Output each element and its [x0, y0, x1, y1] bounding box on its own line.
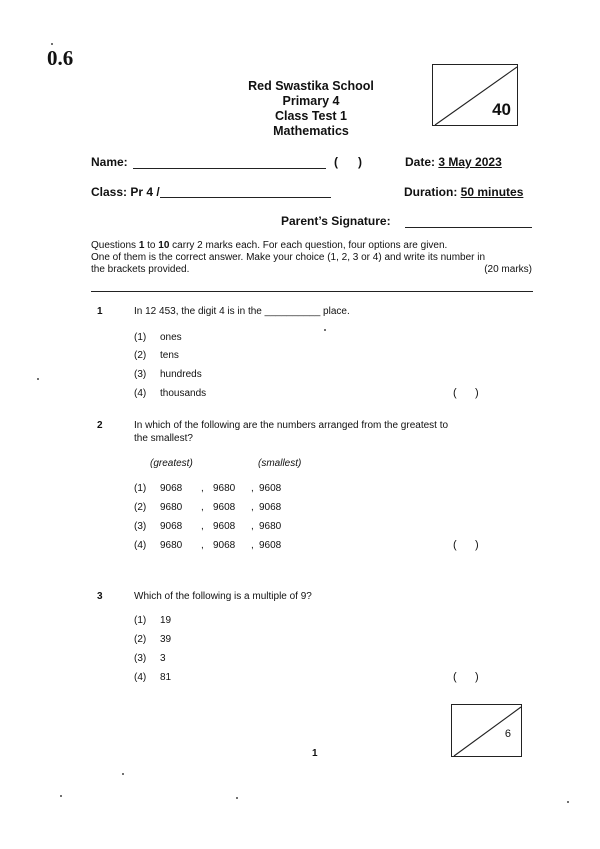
separator: , — [201, 540, 204, 551]
scan-speck — [122, 773, 124, 775]
class-label: Class: Pr 4 / — [91, 185, 160, 199]
date-value: 3 May 2023 — [438, 155, 502, 169]
separator: , — [201, 483, 204, 494]
separator: , — [201, 521, 204, 532]
signature-line[interactable] — [405, 227, 532, 228]
level: Primary 4 — [282, 94, 340, 108]
instructions-line-1: Questions 1 to 10 carry 2 marks each. For each question, four options are given. — [91, 240, 448, 251]
paper-header — [200, 79, 422, 139]
question-number: 1 — [97, 306, 103, 317]
option-number-c: 9608 — [259, 483, 282, 494]
option-text: 39 — [160, 634, 172, 645]
option-label: (2) — [134, 350, 147, 361]
separator: , — [251, 502, 254, 513]
total-score-box — [432, 64, 518, 126]
option-text: ones — [160, 332, 182, 343]
option-label: (4) — [134, 672, 147, 683]
answer-bracket[interactable]: ( ) — [453, 671, 479, 683]
option-label: (1) — [134, 483, 147, 494]
option-number-c: 9068 — [259, 502, 282, 513]
separator: , — [201, 502, 204, 513]
option-label: (3) — [134, 369, 147, 380]
scan-speck — [324, 329, 326, 331]
question-text: In which of the following are the numbers arranged from the greatest to the smallest? — [134, 420, 449, 444]
name-label: Name: — [91, 155, 128, 169]
section-score: 6 — [504, 728, 511, 740]
option-number-b: 9608 — [213, 502, 236, 513]
date-label: Date: — [405, 155, 436, 169]
option-number-a: 9680 — [160, 540, 183, 551]
test-name: Class Test 1 — [274, 109, 348, 123]
duration-label: Duration: — [404, 185, 458, 199]
option-label: (1) — [134, 615, 147, 626]
separator: , — [251, 540, 254, 551]
option-number-a: 9068 — [160, 483, 183, 494]
option-number-b: 9608 — [213, 521, 236, 532]
signature-label: Parent’s Signature: — [281, 214, 391, 228]
section-box-diagonal — [452, 705, 523, 758]
subject: Mathematics — [273, 124, 349, 138]
column-greatest: (greatest) — [150, 458, 193, 469]
section-marks: (20 marks) — [484, 264, 532, 275]
scan-speck — [37, 378, 39, 380]
scan-speck — [60, 795, 62, 797]
option-number-c: 9608 — [259, 540, 282, 551]
name-line[interactable] — [133, 168, 326, 169]
option-number-a: 9680 — [160, 502, 183, 513]
duration-field — [404, 185, 523, 199]
instructions-line-3: the brackets provided. — [91, 264, 190, 275]
page-number: 1 — [312, 748, 318, 759]
scan-speck — [236, 797, 238, 799]
option-label: (2) — [134, 634, 147, 645]
separator: , — [251, 521, 254, 532]
option-text: hundreds — [160, 369, 202, 380]
option-text: 19 — [160, 615, 172, 626]
option-label: (4) — [134, 388, 147, 399]
scan-speck — [567, 801, 569, 803]
column-smallest: (smallest) — [258, 458, 302, 469]
instructions-line-2: One of them is the correct answer. Make your choice (1, 2, 3 or 4) and write its number in — [91, 252, 486, 263]
register-number-brackets: ( ) — [334, 155, 362, 169]
question-text: In 12 453, the digit 4 is in the __________ place. — [134, 306, 350, 317]
answer-bracket[interactable]: ( ) — [453, 387, 479, 399]
option-label: (4) — [134, 540, 147, 551]
scan-speck — [51, 43, 53, 45]
option-text: 3 — [160, 653, 166, 664]
school-name: Red Swastika School — [248, 79, 374, 93]
question-number: 2 — [97, 420, 103, 431]
corner-label: 0.6 — [47, 46, 74, 70]
option-label: (1) — [134, 332, 147, 343]
total-score: 40 — [492, 100, 511, 119]
option-text: thousands — [160, 388, 207, 399]
question-text: Which of the following is a multiple of 9? — [134, 591, 312, 602]
option-label: (3) — [134, 521, 147, 532]
separator: , — [251, 483, 254, 494]
date-field — [405, 155, 502, 169]
option-text: tens — [160, 350, 179, 361]
question-number: 3 — [97, 591, 103, 602]
option-number-b: 9068 — [213, 540, 236, 551]
section-divider — [91, 291, 533, 292]
duration-value: 50 minutes — [460, 185, 524, 199]
option-text: 81 — [160, 672, 172, 683]
option-number-b: 9680 — [213, 483, 236, 494]
class-line[interactable] — [160, 197, 331, 198]
option-label: (3) — [134, 653, 147, 664]
answer-bracket[interactable]: ( ) — [453, 539, 479, 551]
instructions — [91, 240, 532, 276]
option-number-a: 9068 — [160, 521, 183, 532]
option-number-c: 9680 — [259, 521, 282, 532]
section-score-box — [451, 704, 522, 757]
option-label: (2) — [134, 502, 147, 513]
